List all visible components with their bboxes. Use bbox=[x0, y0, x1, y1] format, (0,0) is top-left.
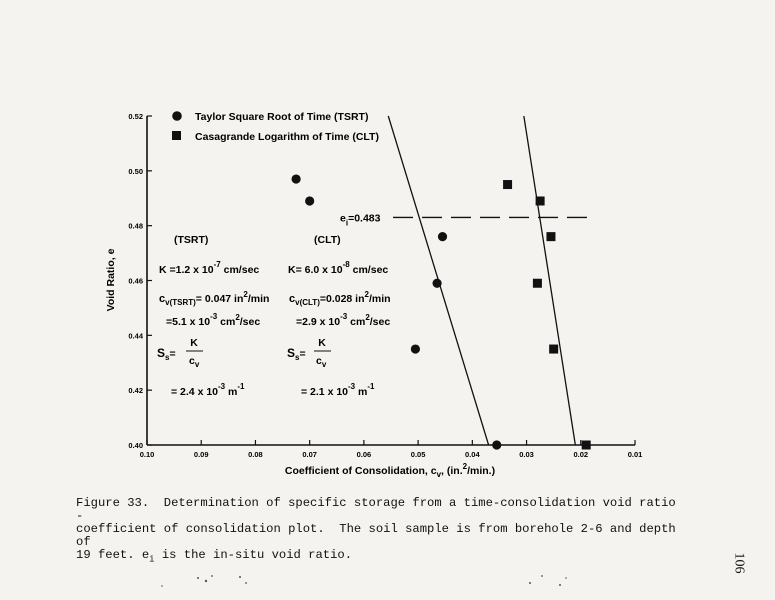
x-tick-label: 0.09 bbox=[193, 450, 209, 459]
tsrt-ss-lhs: $S_s=$ bbox=[157, 346, 176, 362]
caption-line-1: Figure 33. Determination of specific storage from a time-consolidation void ratio - bbox=[76, 496, 684, 523]
caption-line-2: coefficient of consolidation plot. The soil sample is from borehole 2-6 and depth of bbox=[76, 522, 684, 549]
y-tick-label: 0.44 bbox=[128, 331, 143, 341]
x-tick-label: 0.06 bbox=[356, 450, 372, 459]
x-tick-label: 0.01 bbox=[627, 450, 643, 459]
clt-ss-num: K bbox=[318, 337, 326, 349]
tsrt-ss-den: $c_v$ bbox=[189, 355, 200, 369]
y-tick-label: 0.42 bbox=[128, 386, 143, 396]
page-number: 106 bbox=[731, 552, 747, 574]
clt-ss-den: $c_v$ bbox=[316, 355, 327, 369]
tsrt-cv2: =5.1 x $10^{-3}$ $cm^2/\sec$ bbox=[166, 312, 261, 328]
clt-ss-result: = 2.1 x $10^{-3}$ $m^{-1}$ bbox=[301, 382, 375, 398]
y-tick-label: 0.52 bbox=[128, 112, 143, 121]
legend-label-tsrt: Taylor Square Root of Time (TSRT) bbox=[195, 111, 369, 123]
x-axis-label: Coefficient of Consolidation, $c_v$, (in.$^2$/min.) bbox=[284, 462, 496, 479]
clt-k: K= 6.0 x $10^{-8}$ cm/sec bbox=[288, 260, 389, 276]
x-tick-label: 0.05 bbox=[410, 450, 426, 459]
x-tick-label: 0.10 bbox=[139, 450, 155, 459]
x-tick-label: 0.07 bbox=[302, 450, 317, 459]
tsrt-cv: $c_{v(TSRT)}= 0.047$ $in^2/\min$ bbox=[159, 290, 270, 307]
tsrt-k: K =1.2 x $10^{-7}$ cm/sec bbox=[159, 260, 260, 276]
x-tick-label: 0.03 bbox=[519, 450, 534, 459]
legend-label-clt: Casagrande Logarithm of Time (CLT) bbox=[195, 131, 379, 143]
caption-line-3: 19 feet. $e_i$ is the in-situ void ratio. bbox=[76, 548, 353, 565]
tsrt-ss-num: K bbox=[190, 337, 198, 349]
reference-line-label: $e_i=0.483$ bbox=[340, 212, 381, 228]
y-tick-label: 0.46 bbox=[128, 276, 143, 286]
x-tick-label: 0.04 bbox=[465, 450, 480, 459]
tsrt-heading: (TSRT) bbox=[174, 234, 209, 246]
clt-cv2: =2.9 x $10^{-3}$ $cm^2/\sec$ bbox=[296, 312, 391, 328]
tsrt-ss-result: = 2.4 x $10^{-3}$ $m^{-1}$ bbox=[171, 382, 245, 398]
x-tick-label: 0.02 bbox=[573, 450, 589, 459]
x-tick-label: 0.08 bbox=[248, 450, 263, 459]
y-axis-label: Void Ratio, e bbox=[105, 248, 117, 312]
clt-ss-lhs: $S_s=$ bbox=[287, 346, 306, 362]
y-tick-label: 0.48 bbox=[128, 221, 143, 231]
clt-cv: $c_{v(CLT)}=0.028$ $in^2/\min$ bbox=[289, 290, 391, 307]
y-tick-label: 0.50 bbox=[128, 166, 143, 176]
clt-heading: (CLT) bbox=[314, 234, 341, 246]
y-tick-label: 0.40 bbox=[128, 441, 143, 450]
